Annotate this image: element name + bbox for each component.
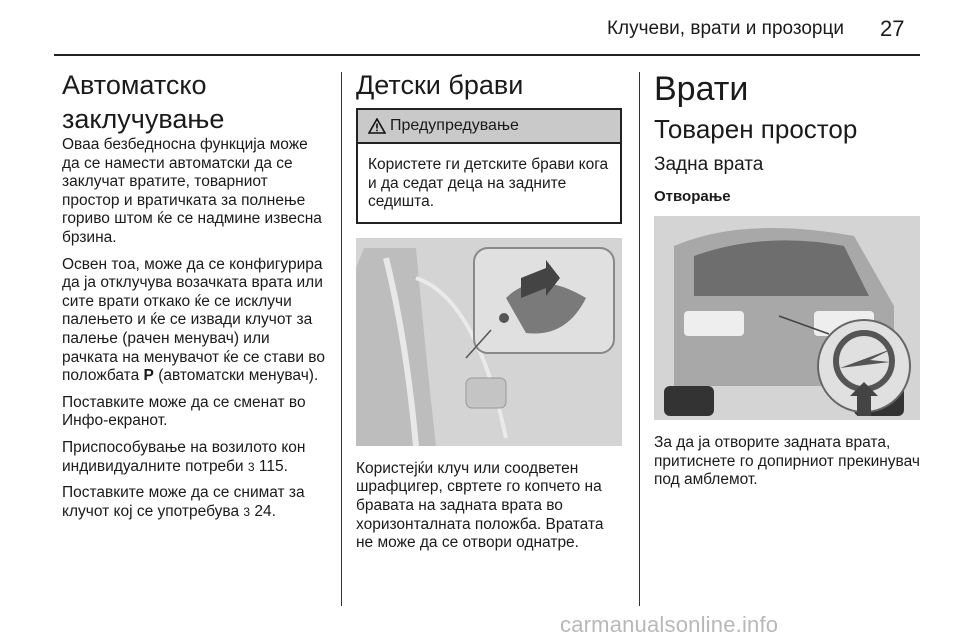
gear-position-p: P: [143, 367, 154, 385]
section-heading-auto-locking: Автоматско заклучување: [62, 70, 225, 134]
page-ref-icon: 3: [247, 459, 255, 474]
column-divider-1: [341, 72, 342, 606]
column-doors: [654, 68, 920, 498]
page-ref-icon: 3: [243, 504, 251, 519]
warning-icon: [368, 118, 386, 134]
section-heading-doors: Врати: [654, 70, 749, 108]
paragraph: Поставките може да се снимат за клучот кој се употребува 3 24.: [62, 484, 305, 520]
page-ref: 24.: [250, 502, 276, 520]
warning-title: Предупредување: [390, 117, 519, 134]
column-divider-2: [639, 72, 640, 606]
warning-box: [356, 108, 622, 224]
warning-body: Користете ги детските брави кога и да седат деца на задните седишта.: [368, 156, 609, 211]
paragraph: За да ја отворите задната врата, притиснете го допирниот прекинувач под амблемот.: [654, 434, 920, 489]
header-title: Клучеви, врати и прозорци: [606, 18, 844, 39]
paragraph: Поставките може да се сменат во Инфо-екранот.: [62, 393, 306, 430]
tailgate-illustration: [654, 216, 920, 420]
paragraph: Користејќи клуч или соодветен шрафцигер, свртете го копчето на бравата на задната врата во хоризонталната положба. Вратата не може да се отвори однатре.: [356, 459, 604, 552]
watermark: carmanualsonline.info: [560, 612, 779, 637]
paragraph: Приспособување на возилото кон индивидуалните потреби 3 115.: [62, 438, 306, 475]
page-ref: 115.: [254, 457, 288, 475]
paragraph: Освен тоа, може да се конфигурира да ја отклучува возачката врата или сите врати откако ќе се исклучи палењето и ќе се извади клучот за палење (рачен менувач) или рачката на менувачот ќе се стави во положбата P (автоматски менувач).: [62, 255, 325, 385]
subheading-load-compartment: Товарен простор: [654, 114, 858, 144]
label-opening: Отворање: [654, 188, 731, 205]
column-child-locks: [356, 68, 622, 561]
header-rule: [54, 54, 920, 56]
paragraph: Оваа безбедносна функција може да се намести автоматски да се заклучат вратите, товарниот простор и вратичката за полнење гориво штом ќе се надмине извесна брзина.: [62, 136, 322, 246]
child-lock-illustration: [356, 238, 622, 446]
section-heading-child-locks: Детски брави: [356, 70, 524, 100]
column-auto-locking: [62, 68, 327, 529]
subheading-tailgate: Задна врата: [654, 154, 764, 175]
page-number: 27: [880, 16, 905, 41]
warning-header: [358, 110, 620, 144]
